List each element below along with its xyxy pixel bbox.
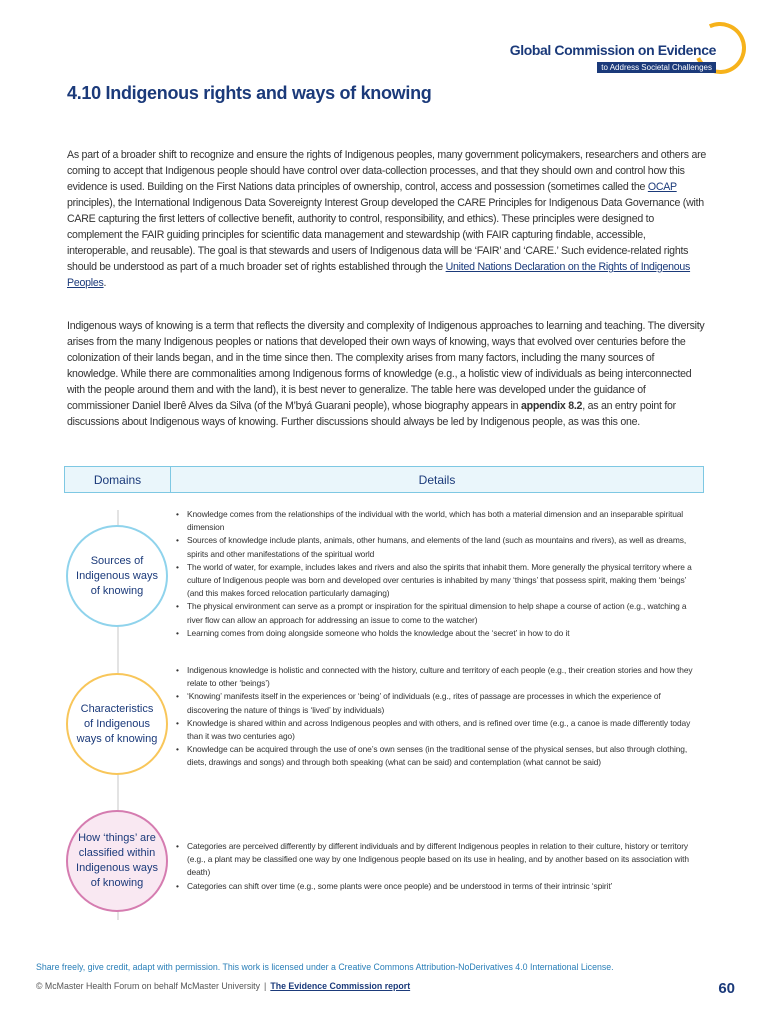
list-item: • Knowledge is shared within and across Indigenous peoples and with others, and is refined over time (e.g., a canoe is made differently today than it was two centuries ago) bbox=[176, 717, 704, 743]
list-item: • Learning comes from doing alongside someone who holds the knowledge about the ‘secret’ in how to do it bbox=[176, 627, 704, 640]
list-item: • Knowledge comes from the relationships of the individual with the world, which has both a material dimension and an inseparable spiritual dimension bbox=[176, 508, 704, 534]
appendix-link[interactable]: appendix 8.2 bbox=[521, 400, 583, 412]
page-number: 60 bbox=[718, 980, 735, 997]
paragraph-ways-of-knowing bbox=[67, 318, 707, 430]
section-title-text: Indigenous rights and ways of knowing bbox=[105, 83, 432, 103]
domains-column-header: Domains bbox=[65, 467, 171, 492]
copyright-text: © McMaster Health Forum on behalf McMaster University bbox=[36, 981, 261, 991]
logo-title: Global Commission on Evidence bbox=[509, 42, 716, 58]
list-item: • Categories can shift over time (e.g., some plants were once people) and be understood in terms of their intrinsic ‘spirit’ bbox=[176, 880, 704, 893]
paragraph-text: principles), the International Indigenous Data Sovereignty Interest Group developed the CARE Principles for Indigenous Data Governance (with CARE capturing the first letters of collective benefit, authority to control, responsibility, and ethics). These principles were designed to complement the FAIR guiding principles for scientific data management and stewardship (with FAIR capturing findable, accessible, interoperable, and reusable). The goal is that stewards and users of Indigenous data will be ‘FAIR’ and ‘CARE.’ Such evidence-related rights should be understood as part of a much broader set of rights established through the bbox=[67, 197, 704, 273]
list-item: • ‘Knowing’ manifests itself in the experiences or ‘being’ of individuals (e.g., rites of passage are processes in which the experience of discovering the nature of things is ‘lived’ by individuals) bbox=[176, 690, 704, 716]
domain-characteristics-circle: Characteristics of Indigenous ways of knowing bbox=[66, 673, 168, 775]
copyright-line bbox=[36, 981, 410, 991]
table-header bbox=[64, 466, 704, 493]
characteristics-details-list bbox=[176, 664, 704, 770]
list-item: • Knowledge can be acquired through the use of one’s own senses (in the traditional sense of the physical senses, but also through clothing, diets, drawings and songs) and through both speaking (what can be said) and contemplation (what cannot be said) bbox=[176, 743, 704, 769]
report-link[interactable]: The Evidence Commission report bbox=[270, 981, 411, 991]
undrip-link[interactable]: United Nations Declaration on the Rights of Indigenous Peoples bbox=[67, 261, 691, 289]
domain-classification-circle: How ‘things’ are classified within Indigenous ways of knowing bbox=[66, 810, 168, 912]
list-item: • Categories are perceived differently by different individuals and by different Indigenous peoples in relation to their culture, history or territory (e.g., a plant may be classified one way by one Indigenous people based on its use in healing, and by another based on its association with death) bbox=[176, 840, 704, 880]
separator: | bbox=[264, 981, 267, 991]
paragraph-text: As part of a broader shift to recognize and ensure the rights of Indigenous peoples, many government policymakers, researchers and others are coming to accept that Indigenous people should have control over data-collection processes, and that they should own and control how this evidence is used. Building on the First Nations data principles of ownership, control, access and possession (sometimes called the bbox=[67, 149, 707, 193]
list-item: • The physical environment can serve as a prompt or inspiration for the spiritual dimension to help shape a course of action (e.g., watching a river flow can allow an approach for addressing an issue to come to the watcher) bbox=[176, 600, 704, 626]
license-text: Share freely, give credit, adapt with permission. This work is licensed under a Creative Commons Attribution-NoDerivatives 4.0 International License. bbox=[36, 962, 614, 972]
list-item: • Sources of knowledge include plants, animals, other humans, and elements of the land (such as mountains and rivers), as well as dreams, spirits and other manifestations of the spiritual world bbox=[176, 534, 704, 560]
paragraph-data-rights bbox=[67, 147, 707, 291]
ocap-link[interactable]: OCAP bbox=[647, 181, 677, 193]
paragraph-text: Indigenous ways of knowing is a term that reflects the diversity and complexity of Indigenous approaches to learning and teaching. The diversity arises from the many Indigenous peoples or nations that developed their own ways of knowing, ways that evolved over centuries before the colonization of their lands began, and in the time since then. The complexity arises from many factors, including the many sources of knowledge. While there are commonalities among Indigenous forms of knowledge (e.g., a holistic view of individuals as being interconnected with the people around them and with the land), it is best never to generalize. The table here was developed under the guidance of commissioner Daniel Iberê Alves da Silva (of the M’byá Guarani people), whose biography appears in bbox=[67, 320, 705, 412]
section-number: 4.10 bbox=[67, 83, 101, 103]
paragraph-text: , as an entry point for discussions about Indigenous ways of knowing. Further discussions should always be led by Indigenous people, as was this one. bbox=[67, 400, 676, 428]
section-title bbox=[67, 83, 431, 104]
details-column-header: Details bbox=[418, 472, 456, 487]
sources-details-list bbox=[176, 508, 704, 640]
list-item: • The world of water, for example, includes lakes and rivers and also the spirits that inhabit them. More generally the physical territory where a culture of Indigenous people was born and developed over centuries is inhabited by many ‘things’ that possess spirit, making them ‘beings’ (and this makes forced relocation particularly damaging) bbox=[176, 561, 704, 601]
list-item: • Indigenous knowledge is holistic and connected with the history, culture and territory of each people (e.g., their creation stories and how they relate to other ‘beings’) bbox=[176, 664, 704, 690]
paragraph-text: . bbox=[103, 277, 107, 289]
logo bbox=[509, 22, 746, 82]
logo-subtitle: to Address Societal Challenges bbox=[597, 62, 716, 73]
classification-details-list bbox=[176, 840, 704, 893]
domain-sources-circle: Sources of Indigenous ways of knowing bbox=[66, 525, 168, 627]
